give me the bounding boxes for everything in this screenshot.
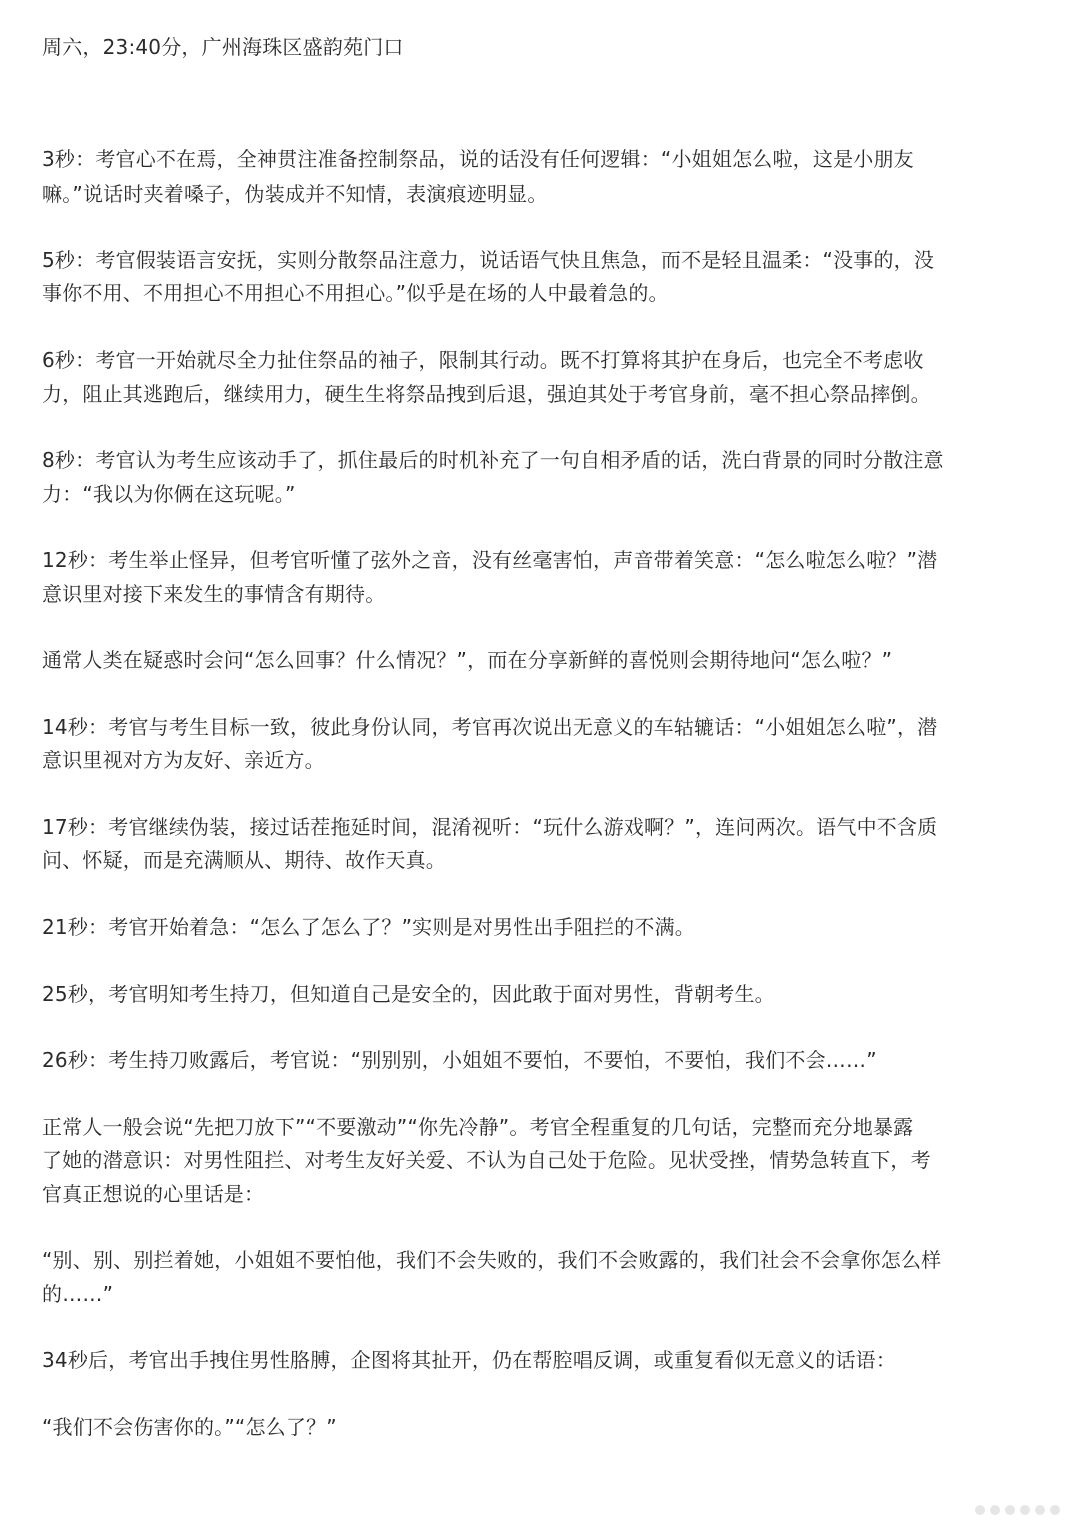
watermark-dot	[1005, 1505, 1015, 1515]
para-5s-line-1: 5秒：考官假装语言安抚，实则分散祭品注意力，说话语气快且焦急，而不是轻且温柔：“没事的，没	[42, 248, 935, 272]
para-normal-line-2: 了她的潜意识：对男性阻拦、对考生友好关爱、不认为自己处于危险。见状受挫，情势急转直下，考	[42, 1148, 931, 1172]
para-3s-line-2: 嘛。”说话时夹着嗓子，伪装成并不知情，表演痕迹明显。	[42, 182, 548, 206]
para-25s: 25秒，考官明知考生持刀，但知道自己是安全的，因此敢于面对男性，背朝考生。	[42, 982, 775, 1006]
para-quote-line-1: “别、别、别拦着她，小姐姐不要怕他，我们不会失败的，我们不会败露的，我们社会不会拿你怎么样	[42, 1248, 942, 1272]
para-final-quote: “我们不会伤害你的。”“怎么了？”	[42, 1415, 337, 1439]
para-34s: 34秒后，考官出手拽住男性胳膊，企图将其扯开，仍在帮腔唱反调，或重复看似无意义的话语：	[42, 1348, 897, 1372]
watermark-dots	[910, 1505, 1060, 1515]
watermark-dot	[1050, 1505, 1060, 1515]
header-line: 周六，23:40分，广州海珠区盛韵苑门口	[42, 35, 404, 59]
para-8s-line-1: 8秒：考官认为考生应该动手了，抓住最后的时机补充了一句自相矛盾的话，洗白背景的同时分散注意	[42, 448, 944, 472]
watermark-dot	[975, 1505, 985, 1515]
para-3s-line-1: 3秒：考官心不在焉，全神贯注准备控制祭品，说的话没有任何逻辑：“小姐姐怎么啦，这是小朋友	[42, 147, 914, 171]
para-17s-line-1: 17秒：考官继续伪装，接过话茬拖延时间，混淆视听：“玩什么游戏啊？”，连问两次。语气中不含质	[42, 815, 938, 839]
para-8s-line-2: 力：“我以为你俩在这玩呢。”	[42, 482, 296, 506]
para-6s-line-1: 6秒：考官一开始就尽全力扯住祭品的袖子，限制其行动。既不打算将其护在身后，也完全不考虑收	[42, 348, 924, 372]
watermark-dot	[990, 1505, 1000, 1515]
para-14s-line-1: 14秒：考官与考生目标一致，彼此身份认同，考官再次说出无意义的车轱辘话：“小姐姐怎么啦”，潜	[42, 715, 938, 739]
para-6s-line-2: 力，阻止其逃跑后，继续用力，硬生生将祭品拽到后退，强迫其处于考官身前，毫不担心祭品摔倒。	[42, 382, 931, 406]
para-normal-humans: 通常人类在疑惑时会问“怎么回事？什么情况？”，而在分享新鲜的喜悦则会期待地问“怎么啦？”	[42, 648, 893, 672]
para-12s-line-2: 意识里对接下来发生的事情含有期待。	[42, 582, 386, 606]
para-26s: 26秒：考生持刀败露后，考官说：“别别别，小姐姐不要怕，不要怕，不要怕，我们不会……”	[42, 1048, 877, 1072]
para-21s: 21秒：考官开始着急：“怎么了怎么了？”实则是对男性出手阻拦的不满。	[42, 915, 695, 939]
para-normal-line-3: 官真正想说的心里话是：	[42, 1182, 265, 1206]
para-12s-line-1: 12秒：考生举止怪异，但考官听懂了弦外之音，没有丝毫害怕，声音带着笑意：“怎么啦怎么啦？”潜	[42, 548, 938, 572]
watermark-dot	[1020, 1505, 1030, 1515]
para-normal-line-1: 正常人一般会说“先把刀放下”“不要激动”“你先冷静”。考官全程重复的几句话，完整而充分地暴露	[42, 1115, 914, 1139]
para-5s-line-2: 事你不用、不用担心不用担心不用担心。”似乎是在场的人中最着急的。	[42, 281, 669, 305]
watermark-dot	[1035, 1505, 1045, 1515]
para-quote-line-2: 的……”	[42, 1282, 114, 1306]
para-14s-line-2: 意识里视对方为友好、亲近方。	[42, 748, 325, 772]
para-17s-line-2: 问、怀疑，而是充满顺从、期待、故作天真。	[42, 848, 446, 872]
